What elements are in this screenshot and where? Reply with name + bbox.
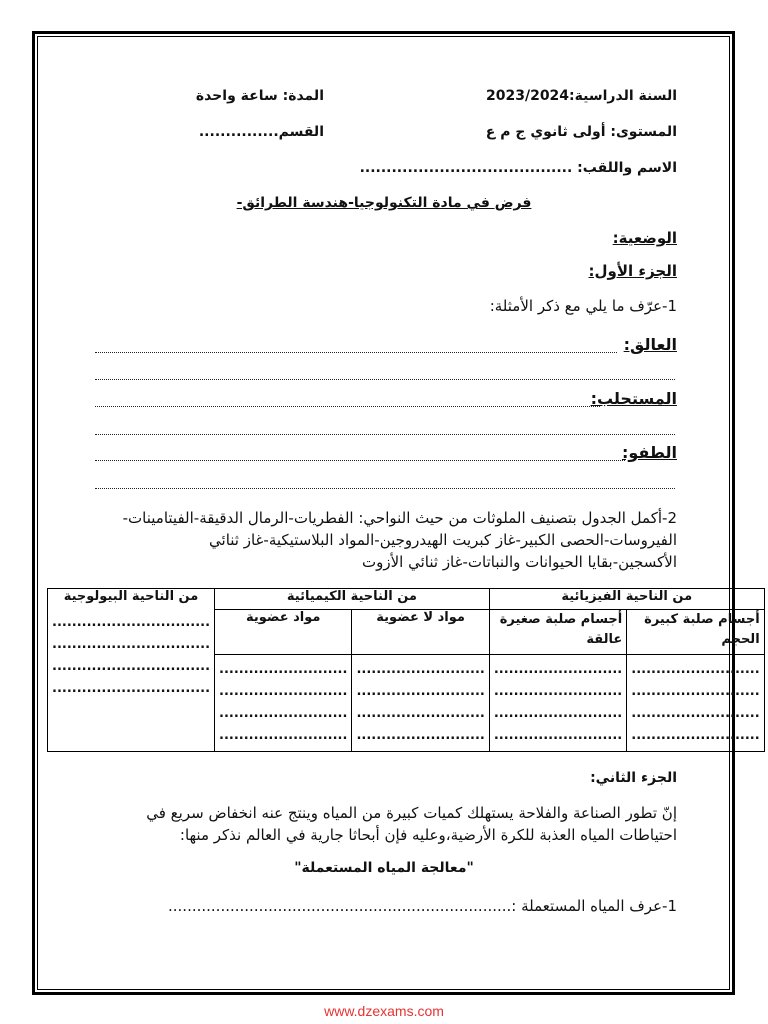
term-suspended: العالق: <box>623 335 677 354</box>
answer-line <box>95 434 675 435</box>
term-flotation: الطفو: <box>621 443 677 462</box>
answer-line: .......................... <box>356 706 485 721</box>
answer-line: .......................... <box>219 662 348 677</box>
header-chemical: من الناحية الكيميائية <box>215 589 490 610</box>
answer-line: .......................... <box>493 662 623 677</box>
answer-line: .......................... <box>219 728 348 743</box>
answer-line: .......................... <box>493 706 623 721</box>
sub-large-solids: أجسام صلبة كبيرة الحجم <box>627 610 764 655</box>
part1-question1: 1-عرّف ما يلي مع ذكر الأمثلة: <box>489 297 677 315</box>
school-year: السنة الدراسية:2023/2024 <box>486 88 677 104</box>
answer-line: .......................... <box>631 684 760 699</box>
bio-answer-line: ................................ <box>52 615 211 630</box>
q2-line-3: الأكسجين-بقايا الحيوانات والنباتات-غاز ثنائي الأزوت <box>362 553 677 571</box>
student-name: الاسم واللقب: ........................................ <box>359 160 677 176</box>
cell-inorganic <box>352 655 489 752</box>
answer-line: .......................... <box>493 684 623 699</box>
cell-large-solids <box>627 655 764 752</box>
pollutants-table <box>47 588 765 752</box>
part2-topic: "معالجة المياه المستعملة" <box>294 860 474 876</box>
answer-line <box>95 379 675 380</box>
situation-heading: الوضعية: <box>612 229 677 247</box>
level: المستوى: أولى ثانوي ج م ع <box>485 124 677 140</box>
answer-line <box>95 488 675 489</box>
answer-line <box>95 460 625 461</box>
bio-answer-line: ................................ <box>52 681 211 696</box>
part2-heading: الجزء الثاني: <box>590 770 677 786</box>
answer-line <box>95 406 600 407</box>
part2-paragraph-line-1: إنّ تطور الصناعة والفلاحة يستهلك كميات كبيرة من المياه وينتج عنه انخفاض سريع في <box>146 804 677 822</box>
cell-organic <box>215 655 352 752</box>
exam-title: فرض في مادة التكنولوجيا-هندسة الطرائق- <box>236 195 532 211</box>
part1-heading: الجزء الأول: <box>588 262 677 280</box>
answer-line: .......................... <box>631 662 760 677</box>
part2-paragraph-line-2: احتياطات المياه العذبة للكرة الأرضية،وعليه فإن أبحاثا جارية في العالم نذكر منها: <box>179 826 677 844</box>
answer-line <box>95 352 617 353</box>
header-physical: من الناحية الفيزيائية <box>489 589 764 610</box>
bio-answer-line: ................................ <box>52 659 211 674</box>
class-section: القسم............... <box>198 124 324 140</box>
answer-line: .......................... <box>493 728 623 743</box>
answer-line: .......................... <box>356 662 485 677</box>
answer-line: .......................... <box>219 684 348 699</box>
duration: المدة: ساعة واحدة <box>195 88 324 104</box>
part2-question1: 1-عرف المياه المستعملة :........................................................................ <box>168 897 677 915</box>
footer-website: www.dzexams.com <box>324 1003 444 1019</box>
answer-line: .......................... <box>631 706 760 721</box>
answer-line: .......................... <box>631 728 760 743</box>
header-biological: من الناحية البيولوجية ................................ ................................ ................................ ................................ <box>48 589 215 752</box>
bio-answer-line: ................................ <box>52 637 211 652</box>
answer-line: .......................... <box>356 728 485 743</box>
sub-small-suspended: أجسام صلبة صغيرة عالقة <box>489 610 626 655</box>
q2-line-2: الفيروسات-الحصى الكبير-غاز كبريت الهيدروجين-المواد البلاستيكية-غاز ثنائي <box>209 531 677 549</box>
q2-line-1: 2-أكمل الجدول بتصنيف الملوثات من حيث النواحي: الفطريات-الرمال الدقيقة-الفيتامينات- <box>122 509 677 527</box>
term-emulsion: المستحلب: <box>590 389 677 408</box>
answer-line: .......................... <box>219 706 348 721</box>
cell-small-suspended <box>489 655 626 752</box>
sub-organic: مواد عضوية <box>215 610 352 655</box>
sub-inorganic: مواد لا عضوية <box>352 610 489 655</box>
answer-line: .......................... <box>356 684 485 699</box>
